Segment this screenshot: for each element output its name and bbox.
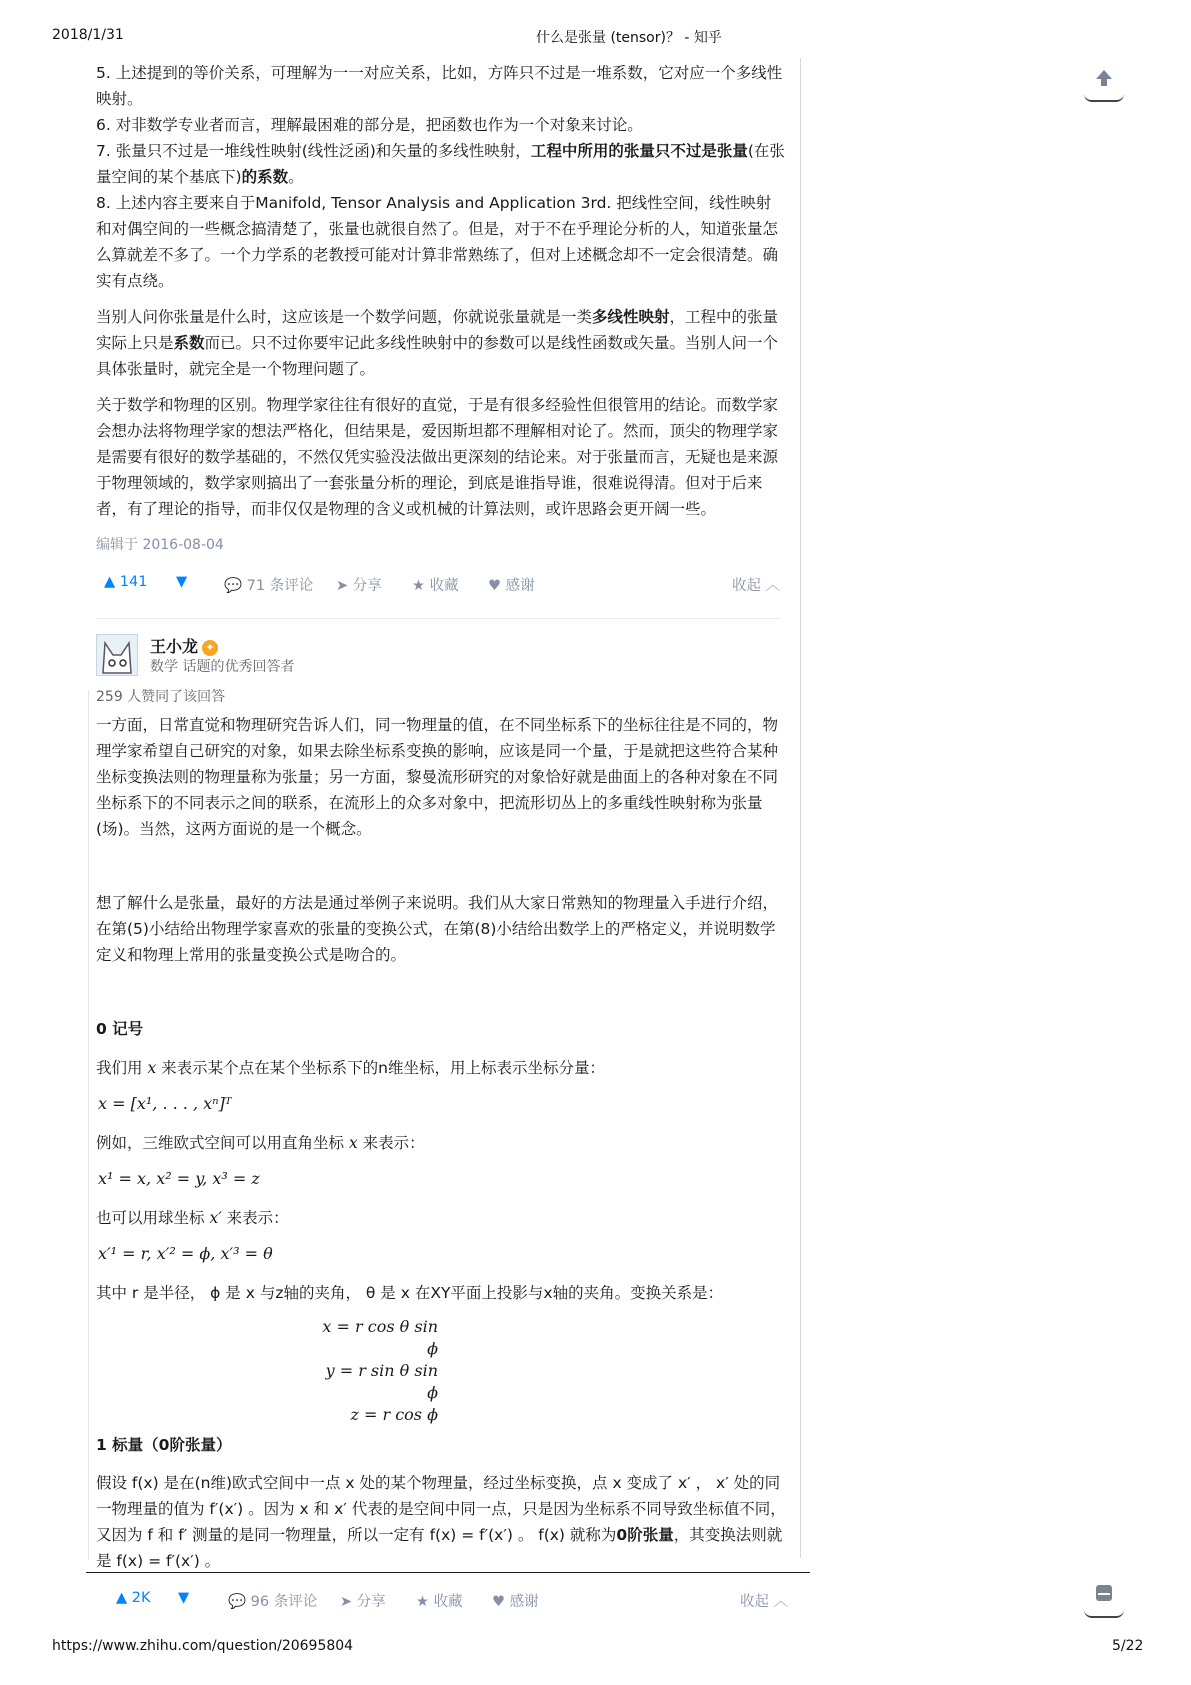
paragraph (96, 1206, 289, 1228)
author-info: 数学 话题的优秀回答者 (150, 659, 295, 675)
text: 例如，三维欧式空间可以用直角坐标 (96, 1134, 345, 1152)
answer-left-border (88, 690, 89, 1560)
text: 来表示某个点在某个坐标系下的n维坐标，用上标表示坐标分量： (161, 1059, 605, 1077)
equation-line: x = r cos θ sin ϕ (322, 1317, 438, 1358)
share-icon: ➤ (340, 1594, 353, 1610)
paragraph: 关于数学和物理的区别。物理学家往往有很好的直觉，于是有很多经验性但很管用的结论。而数学家会想办法将物理学家的想法严格化，但结果是，爱因斯坦都不理解相对论了。然而，顶尖的物理学家是需要有很好的数学基础的，不然仅凭实验没法做出更深刻的结论来。对于张量而言，无疑也是来源于物理领域的，数学家则搞出了一套张量分析的理论，到底是谁指导谁，很难说得清。但对于后来者，有了理论的指导，而非仅仅是物理的含义或机械的计算法则，或许思路会更开阔一些。 (96, 396, 779, 518)
text: 来表示： (226, 1209, 289, 1227)
answer1-body (96, 60, 786, 558)
answer2-intro: 一方面，日常直觉和物理研究告诉人们，同一物理量的值，在不同坐标系下的坐标往往是不同的，物理学家希望自己研究的对象，如果去除坐标系变换的影响，应该是同一个量，于是就把这些符合某种坐标变换法则的物理量称为张量；另一方面，黎曼流形研究的对象恰好就是曲面上的各种对象在不同坐标系下的不同表示之间的联系，在流形上的众多对象中，把流形切丛上的多重线性映射称为张量(场)。当然，这两方面说的是一个概念。 (96, 716, 779, 838)
text: ，其变换法则就是 f(x) = f′(x′) 。 (96, 1526, 783, 1570)
comment-icon: 💬 (224, 578, 243, 594)
text: (在张量空间的某个基底下) (96, 142, 785, 186)
paragraph (96, 304, 786, 382)
chevron-up-icon: ︿ (773, 1594, 789, 1610)
collapse-label: 收起 (732, 578, 761, 594)
collapse-label: 收起 (740, 1594, 769, 1610)
print-url: https://www.zhihu.com/question/20695804 (52, 1638, 354, 1654)
text: 来表示： (362, 1134, 425, 1152)
comments-label: 96 条评论 (250, 1594, 318, 1610)
upvote-button[interactable]: ▲ 141 (104, 574, 148, 590)
paragraph: 8. 上述内容主要来自于Manifold, Tensor Analysis and Application 3rd. 把线性空间，线性映射和对偶空间的一些概念搞清楚了，张量也就很自然了。但是，对于不在乎理论分析的人，知道张量怎么算就差不多了。一个力学系的老教授可能对计算非常熟练了，但对上述概念却不一定会很清楚。确实有点绕。 (96, 194, 779, 290)
collapse-button[interactable] (740, 1590, 788, 1611)
bold-text: 多线性映射 (592, 308, 670, 326)
approval-count: 259 人赞同了该回答 (96, 689, 226, 705)
chevron-up-icon: ︿ (765, 578, 781, 594)
text: 当别人问你张量是什么时，这应该是一个数学问题，你就说张量就是一类 (96, 308, 593, 326)
heart-icon: ♥ (492, 1594, 505, 1610)
collect-button[interactable] (412, 574, 459, 595)
share-label: 分享 (356, 1594, 386, 1610)
thanks-button[interactable] (488, 574, 535, 595)
comment-icon: 💬 (228, 1594, 247, 1610)
text: 也可以用球坐标 (96, 1209, 205, 1227)
math-var: x′ (209, 1209, 222, 1227)
collect-label: 收藏 (433, 1594, 463, 1610)
equation-line: y = r sin θ sin ϕ (325, 1361, 438, 1402)
paragraph (96, 138, 786, 190)
upvote-count: 141 (119, 574, 148, 590)
share-button[interactable] (340, 1590, 386, 1611)
inbox-icon (1084, 1576, 1124, 1616)
answer2-intro2: 想了解什么是张量，最好的方法是通过举例子来说明。我们从大家日常熟知的物理量入手进行介绍，在第(5)小结给出物理学家喜欢的张量的变换公式，在第(8)小结给出数学上的严格定义，并说明数学定义和物理上常用的张量变换公式是吻合的。 (96, 894, 779, 964)
heart-icon: ♥ (488, 578, 501, 594)
bold-text: 0阶张量 (616, 1526, 674, 1544)
feedback-button[interactable] (1084, 1576, 1124, 1618)
bold-text: 系数 (173, 334, 205, 352)
print-date: 2018/1/31 (52, 27, 124, 43)
math-var: x (348, 1134, 358, 1152)
equation-block (318, 1316, 438, 1426)
comments-label: 71 条评论 (246, 578, 314, 594)
equation-line: z = r cos ϕ (350, 1405, 438, 1424)
share-button[interactable] (336, 574, 382, 595)
thanks-label: 感谢 (509, 1594, 539, 1610)
paragraph (96, 1470, 786, 1574)
collect-button[interactable] (416, 1590, 463, 1611)
paragraph (96, 1056, 605, 1078)
text: 我们用 (96, 1059, 143, 1077)
equation: x¹ = x, x² = y, x³ = z (98, 1169, 260, 1188)
edited-time: 编辑于 2016-08-04 (96, 537, 224, 553)
star-icon: ★ (412, 578, 425, 594)
section-heading: 1 标量（0阶张量） (96, 1436, 232, 1454)
share-icon: ➤ (336, 578, 349, 594)
paragraph: 6. 对非数学专业者而言，理解最困难的部分是，把函数也作为一个对象来讨论。 (96, 116, 643, 134)
paragraph: 5. 上述提到的等价关系，可理解为一一对应关系，比如，方阵只不过是一堆系数，它对应一个多线性映射。 (96, 64, 783, 108)
avatar-image (97, 635, 137, 675)
print-title: 什么是张量 (tensor)？ - 知乎 (536, 30, 722, 46)
author-name-text: 王小龙 (150, 637, 199, 656)
answer-divider (96, 618, 781, 619)
answer2-action-bar (108, 1586, 798, 1616)
comments-button[interactable] (228, 1590, 317, 1611)
upvote-button[interactable]: ▲ 2K (116, 1590, 151, 1606)
text: 。 (288, 168, 304, 186)
downvote-button[interactable]: ▼ (176, 574, 188, 590)
author-name[interactable] (150, 634, 218, 657)
equation: x′¹ = r, x′² = ϕ, x′³ = θ (98, 1244, 273, 1263)
text: ，工程中的张量实际上只是 (96, 308, 779, 352)
badge-icon: ✦ (202, 640, 218, 656)
star-icon: ★ (416, 1594, 429, 1610)
text: 7. 张量只不过是一堆线性映射(线性泛函)和矢量的多线性映射， (96, 142, 531, 160)
collapse-button[interactable] (732, 574, 780, 595)
upvote-count: 2K (131, 1590, 151, 1606)
bold-text: 的系数 (241, 168, 289, 186)
equation: x = [x¹, . . . , xⁿ]ᵀ (98, 1094, 232, 1113)
paragraph (96, 1131, 425, 1153)
comments-button[interactable] (224, 574, 313, 595)
back-to-top-button[interactable] (1084, 60, 1124, 102)
bold-text: 工程中所用的张量只不过是张量 (530, 142, 748, 160)
avatar[interactable] (96, 634, 138, 676)
text: 假设 f(x) 是在(n维)欧式空间中一点 x 处的某个物理量，经过坐标变换，点 x 变成了 x′ ， x′ 处的同一物理量的值为 f′(x′) 。因为 x 和 x′ 代表的是空间中同一点，只是因为坐标系不同导致坐标值不同，又因为 f 和 f′ 测量的是同一物理量，所以一定有 f(x) = f′(x′) 。 f(x) 就称为 (96, 1474, 786, 1544)
collect-label: 收藏 (429, 578, 459, 594)
content-border (800, 58, 801, 1558)
thanks-button[interactable] (492, 1590, 539, 1611)
math-var: x (147, 1059, 157, 1077)
downvote-button[interactable]: ▼ (178, 1590, 190, 1606)
section-heading: 0 记号 (96, 1020, 144, 1038)
share-label: 分享 (352, 578, 382, 594)
action-bar-border (86, 1572, 810, 1573)
text: 而已。只不过你要牢记此多线性映射中的参数可以是线性函数或矢量。当别人问一个具体张量时，就完全是一个物理问题了。 (96, 334, 779, 378)
print-page-number: 5/22 (1112, 1638, 1144, 1654)
thanks-label: 感谢 (505, 578, 535, 594)
arrow-up-icon (1084, 60, 1124, 100)
paragraph: 其中 r 是半径， ϕ 是 x 与z轴的夹角， θ 是 x 在XY平面上投影与x轴的夹角。变换关系是： (96, 1284, 724, 1302)
answer1-action-bar (96, 570, 786, 600)
